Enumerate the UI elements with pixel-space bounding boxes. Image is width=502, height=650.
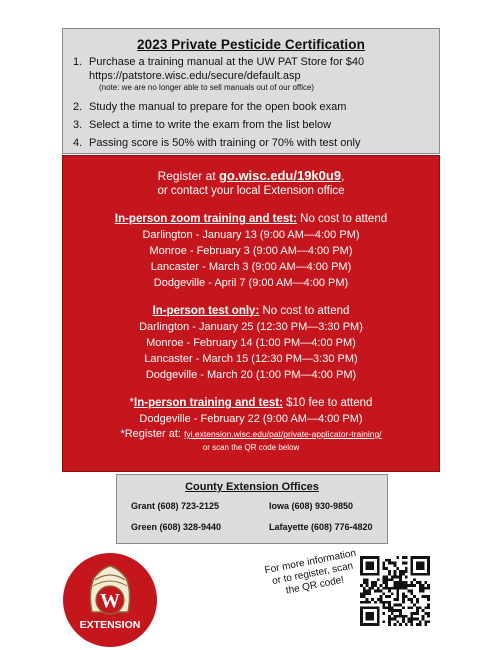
step-number: 2. (73, 101, 83, 113)
session-line: Monroe - February 14 (1:00 PM—4:00 PM) (146, 337, 356, 349)
qr-note: or scan the QR code below (202, 443, 300, 452)
office-iowa: Iowa (608) 930-9850 (269, 501, 354, 511)
steps-list (73, 55, 439, 150)
section-title: In-person zoom training and test: (114, 213, 297, 225)
step-4 (73, 136, 439, 150)
office-green: Green (608) 328-9440 (131, 522, 222, 532)
training-link[interactable]: fyi.extension.wisc.edu/pat/private-applicator-training/ (184, 429, 382, 439)
step-2 (73, 100, 439, 114)
step-text: Select a time to write the exam from the list below (89, 119, 332, 131)
section-cost: $10 fee to attend (282, 397, 373, 409)
paid-section (63, 396, 439, 453)
qr-code-icon[interactable] (360, 556, 430, 626)
section-heading (63, 396, 439, 411)
section-heading (63, 304, 439, 319)
test-only-section (63, 304, 439, 383)
extension-logo (62, 552, 158, 648)
register-line (63, 168, 439, 184)
step-number: 1. (73, 56, 83, 68)
register-prefix: *Register at: (120, 428, 185, 440)
step-text: Purchase a training manual at the UW PAT Store for $40 (89, 56, 365, 68)
session-line: Dodgeville - April 7 (9:00 AM—4:00 PM) (153, 277, 349, 289)
section-cost: No cost to attend (259, 305, 350, 317)
asterisk: * (129, 397, 135, 409)
contact-line: or contact your local Extension office (157, 185, 345, 197)
step-text: Passing score is 50% with training or 70% with test only (89, 137, 361, 149)
step-note: (note: we are no longer able to sell manuals out of our office) (99, 83, 315, 92)
step-number: 4. (73, 137, 83, 149)
office-grant: Grant (608) 723-2125 (131, 501, 220, 511)
section-title: In-person training and test: (134, 397, 283, 409)
county-title: County Extension Offices (185, 481, 319, 493)
register-prefix: Register at (157, 169, 219, 183)
step-text: Study the manual to prepare for the open book exam (89, 101, 347, 113)
office-lafayette: Lafayette (608) 776-4820 (269, 522, 373, 532)
schedule-panel (62, 155, 440, 472)
session-line: Dodgeville - March 20 (1:00 PM—4:00 PM) (145, 369, 357, 381)
session-line: Dodgeville - February 22 (9:00 AM—4:00 PM) (139, 413, 363, 425)
county-grid (117, 501, 387, 532)
step-number: 3. (73, 119, 83, 131)
instructions-panel (62, 28, 440, 154)
session-line: Lancaster - March 3 (9:00 AM—4:00 PM) (150, 261, 352, 273)
section-cost: No cost to attend (296, 213, 388, 225)
step-3 (73, 118, 439, 132)
session-line: Lancaster - March 15 (12:30 PM—3:30 PM) (144, 353, 358, 365)
register-link[interactable]: go.wisc.edu/19k0u9 (218, 168, 342, 183)
step-1 (73, 55, 439, 93)
paid-register-line (63, 427, 439, 442)
logo-text: EXTENSION (79, 619, 141, 631)
session-line: Monroe - February 3 (9:00 AM—4:00 PM) (149, 245, 353, 257)
logo-letter: W (100, 590, 120, 612)
section-title: In-person test only: (152, 305, 260, 317)
section-heading (63, 212, 439, 227)
zoom-section (63, 212, 439, 291)
register-suffix: , (341, 169, 345, 183)
pat-store-link[interactable]: https://patstore.wisc.edu/secure/default.asp (89, 70, 301, 82)
session-line: Darlington - January 25 (12:30 PM—3:30 PM) (139, 321, 363, 333)
page-title: 2023 Private Pesticide Certification (137, 37, 365, 52)
qr-callout: For more information or to register, scan the QR code! (263, 547, 357, 597)
county-offices-panel (116, 474, 388, 544)
session-line: Darlington - January 13 (9:00 AM—4:00 PM) (142, 229, 360, 241)
